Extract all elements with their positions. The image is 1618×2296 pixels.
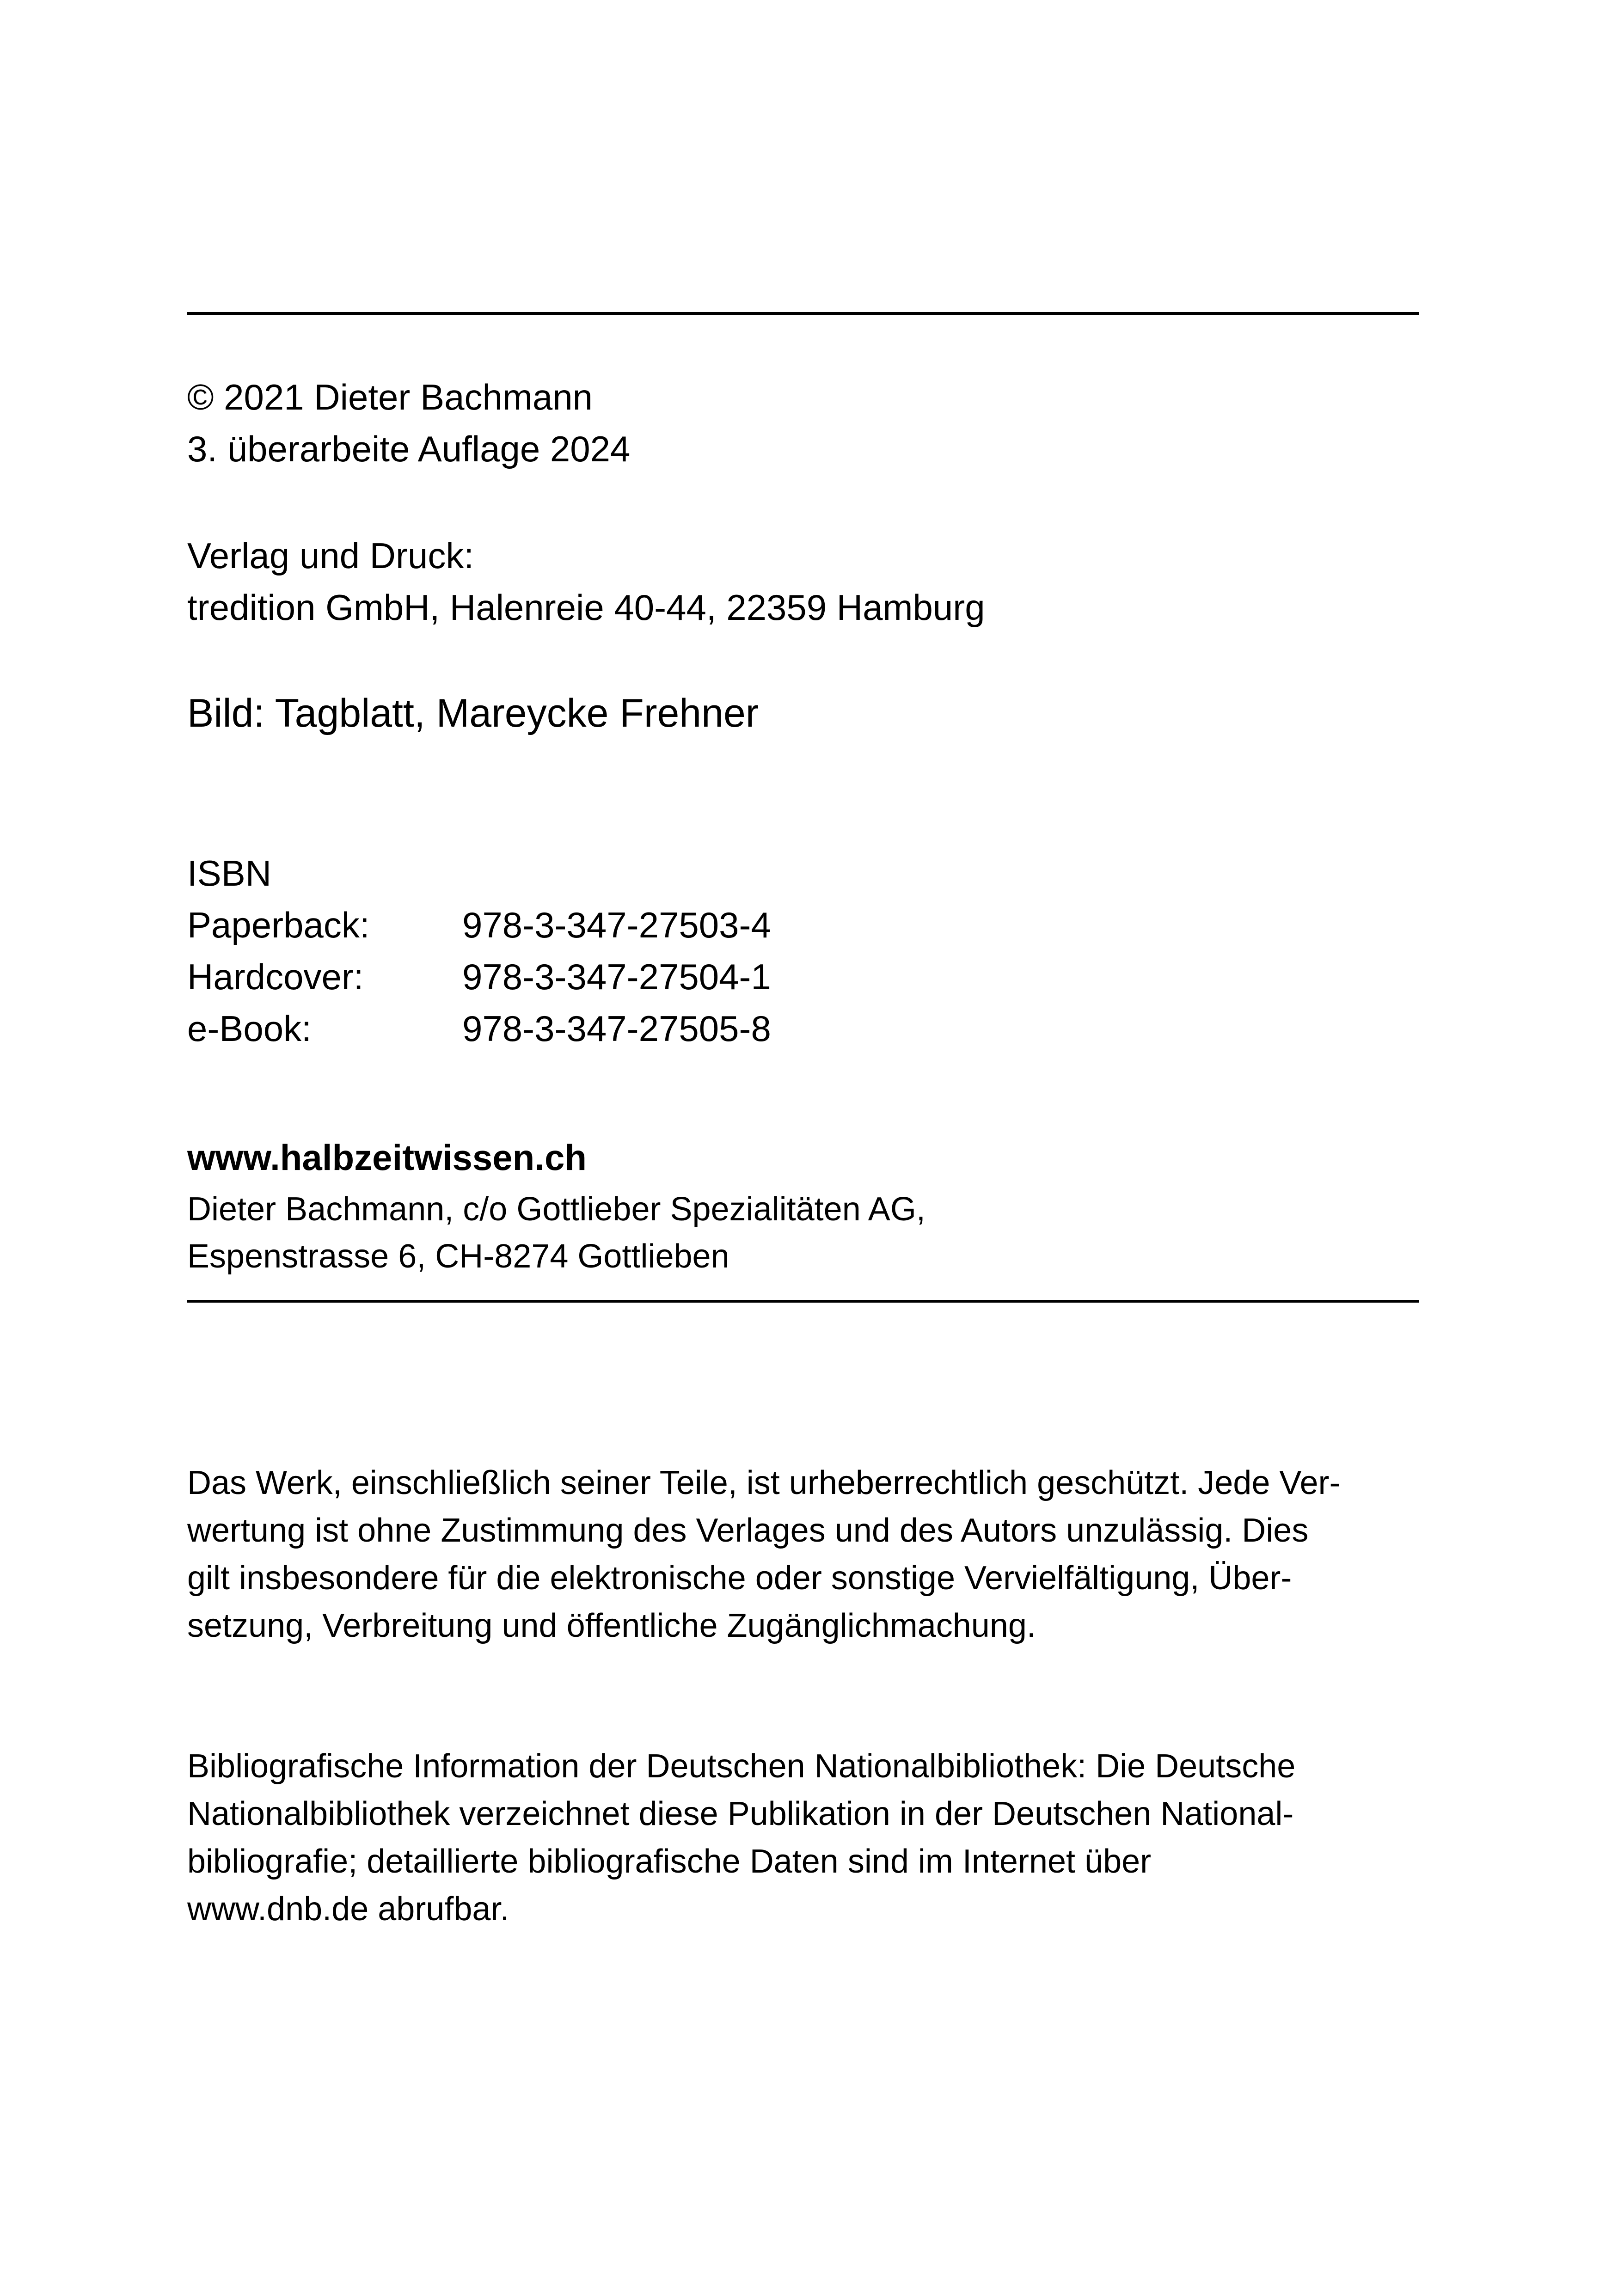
bottom-divider — [187, 1300, 1419, 1303]
dnb-notice-line-4: www.dnb.de abrufbar. — [187, 1891, 509, 1928]
website-link[interactable]: www.halbzeitwissen.ch — [187, 1137, 587, 1178]
isbn-ebook-value: 978-3-347-27505-8 — [462, 1008, 771, 1049]
isbn-paperback-value: 978-3-347-27503-4 — [462, 905, 771, 945]
edition-line: 3. überarbeite Auflage 2024 — [187, 429, 631, 469]
copyright-notice-line-1: Das Werk, einschließlich seiner Teile, ist urheberrechtlich geschützt. Jede Ver- — [187, 1464, 1341, 1501]
copyright-notice-line-3: gilt insbesondere für die elektronische oder sonstige Vervielfältigung, Über- — [187, 1560, 1292, 1597]
isbn-ebook-label: e-Book: — [187, 1008, 312, 1049]
dnb-notice-line-2: Nationalbibliothek verzeichnet diese Publikation in der Deutschen National- — [187, 1795, 1294, 1832]
isbn-hardcover-label: Hardcover: — [187, 956, 364, 997]
isbn-heading: ISBN — [187, 853, 272, 894]
top-divider — [187, 312, 1419, 315]
isbn-paperback-label: Paperback: — [187, 905, 370, 945]
copyright-notice-line-4: setzung, Verbreitung und öffentliche Zugänglichmachung. — [187, 1607, 1036, 1644]
copyright-notice-line-2: wertung ist ohne Zustimmung des Verlages und des Autors unzulässig. Dies — [187, 1512, 1309, 1549]
publisher-address: tredition GmbH, Halenreie 40-44, 22359 Hamburg — [187, 587, 985, 628]
dnb-notice-line-3: bibliografie; detaillierte bibliografische Daten sind im Internet über — [187, 1843, 1152, 1880]
image-credit: Bild: Tagblatt, Mareycke Frehner — [187, 691, 759, 735]
copyright-line: © 2021 Dieter Bachmann — [187, 377, 593, 417]
isbn-hardcover-value: 978-3-347-27504-1 — [462, 956, 771, 997]
publisher-label: Verlag und Druck: — [187, 535, 474, 576]
contact-address-line-1: Dieter Bachmann, c/o Gottlieber Spezialitäten AG, — [187, 1191, 925, 1228]
dnb-notice-line-1: Bibliografische Information der Deutschen Nationalbibliothek: Die Deutsche — [187, 1748, 1296, 1785]
contact-address-line-2: Espenstrasse 6, CH-8274 Gottlieben — [187, 1238, 729, 1275]
